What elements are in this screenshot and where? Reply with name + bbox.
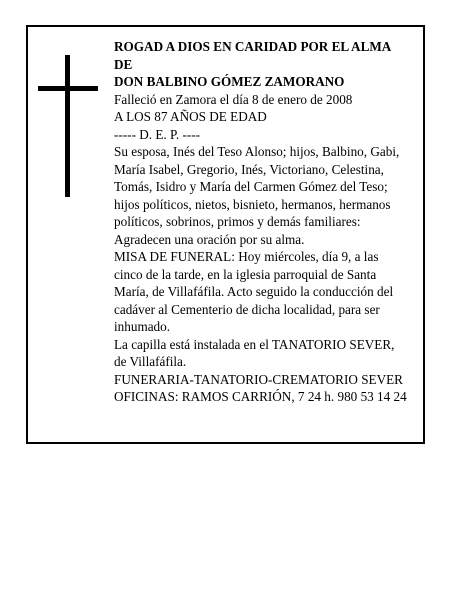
mass-line: María, de Villafáfila. Acto seguido la conducción del — [114, 284, 394, 299]
family-line: políticos, sobrinos, primos y demás familiares: — [114, 214, 361, 229]
cross-icon — [38, 55, 98, 197]
cross-horizontal-bar — [38, 86, 98, 91]
mass-line: inhumado. — [114, 319, 171, 334]
rip-line: ----- D. E. P. ---- — [114, 126, 201, 142]
chapel-line: de Villafáfila. — [114, 354, 187, 369]
cross-vertical-bar — [65, 55, 70, 197]
death-info: Falleció en Zamora el día 8 de enero de 2008 — [114, 91, 353, 107]
family-line: hijos políticos, nietos, bisnieto, hermanos, hermanos — [114, 196, 391, 212]
offices-line: OFICINAS: RAMOS CARRIÓN, 7 24 h. 980 53 14 24 — [114, 389, 407, 404]
obituary-text — [114, 38, 424, 406]
funeral-home-line: FUNERARIA-TANATORIO-CREMATORIO SEVER — [114, 371, 403, 387]
mass-line: MISA DE FUNERAL: Hoy miércoles, día 9, a las — [114, 249, 379, 264]
heading-line-1: ROGAD A DIOS EN CARIDAD POR EL ALMA — [114, 39, 392, 54]
family-line: Tomás, Isidro y María del Carmen Gómez del Teso; — [114, 179, 388, 194]
heading-line-2: DE — [114, 56, 133, 72]
chapel-line: La capilla está instalada en el TANATORIO SEVER, — [114, 336, 395, 352]
mass-line: cadáver al Cementerio de dicha localidad, para ser — [114, 301, 380, 317]
deceased-name: DON BALBINO GÓMEZ ZAMORANO — [114, 74, 345, 89]
family-line: María Isabel, Gregorio, Inés, Victoriano, Celestina, — [114, 161, 384, 177]
mass-line: cinco de la tarde, en la iglesia parroquial de Santa — [114, 266, 377, 282]
family-line: Su esposa, Inés del Teso Alonso; hijos, Balbino, Gabi, — [114, 144, 400, 159]
family-line: Agradecen una oración por su alma. — [114, 231, 305, 247]
age-line: A LOS 87 AÑOS DE EDAD — [114, 109, 267, 124]
